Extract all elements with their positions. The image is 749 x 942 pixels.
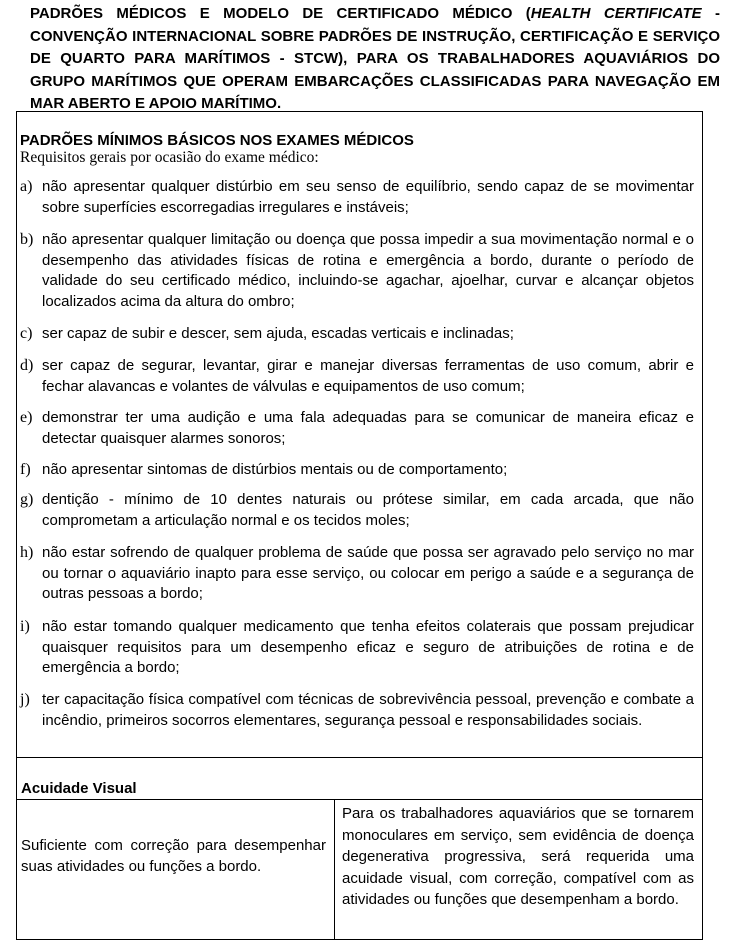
heading-italic: HEALTH CERTIFICATE [530,5,702,22]
item-letter: a) [20,178,33,195]
table-column-divider [334,799,335,940]
item-letter: h) [20,544,34,561]
document-heading [30,3,720,116]
requirement-item-a [20,177,694,218]
item-text: não estar tomando qualquer medicamento que tenha efeitos colaterais que possam prejudicar quaisquer requisitos para um desempenho eficaz e seguro de atribuições de rotina e de emergência a bordo; [42,618,694,677]
requirement-item-b [20,230,694,312]
section-subtitle: Requisitos gerais por ocasião do exame médico: [20,149,319,166]
item-letter: e) [20,409,33,426]
heading-part1: PADRÕES MÉDICOS E MODELO DE CERTIFICADO MÉDICO ( [30,5,531,22]
item-letter: i) [20,618,30,635]
requirement-item-h [20,543,694,605]
table-divider [16,799,703,800]
requirement-item-e [20,408,694,449]
item-letter: d) [20,357,34,374]
heading-part2: - CONVENÇÃO INTERNACIONAL SOBRE PADRÕES DE INSTRUÇÃO, CERTIFICAÇÃO E SERVIÇO DE QUARTO PARA MARÍTIMOS - STCW), PARA OS TRABALHADORES AQUAVIÁRIOS DO GRUPO MARÍTIMOS QUE OPERAM EMBARCAÇÕES CLASSIFICADAS PARA NAVEGAÇÃO EM MAR ABERTO E APOIO MARÍTIMO. [30,5,720,113]
item-text: ter capacitação física compatível com técnicas de sobrevivência pessoal, prevenção e combate a incêndio, primeiros socorros elementares, segurança pessoal e responsabilidades sociais. [42,691,694,729]
requirement-item-f [20,460,694,481]
item-letter: c) [20,325,33,342]
item-letter: f) [20,461,31,478]
item-text: não estar sofrendo de qualquer problema de saúde que possa ser agravado pelo serviço no mar ou tornar o aquaviário inapto para esse serviço, ou colocar em perigo a saúde e a segurança de outras pessoas a bordo; [42,544,694,603]
requirement-item-g [20,490,694,531]
requirement-item-i [20,617,694,679]
section-title: PADRÕES MÍNIMOS BÁSICOS NOS EXAMES MÉDICOS [20,132,414,149]
requirement-item-d [20,356,694,397]
item-text: ser capaz de segurar, levantar, girar e manejar diversas ferramentas de uso comum, abrir e fechar alavancas e volantes de válvulas e equipamentos de uso comum; [42,357,694,395]
item-letter: g) [20,491,34,508]
item-letter: b) [20,231,34,248]
table-divider [16,757,703,758]
item-text: não apresentar sintomas de distúrbios mentais ou de comportamento; [42,461,508,478]
visual-acuity-monocular-note: Para os trabalhadores aquaviários que se tornarem monoculares em serviço, sem evidência de doença degenerativa progressiva, será requerida uma acuidade visual, com correção, compatível com as atividades ou funções que desempenham a bordo. [342,805,694,909]
item-letter: j) [20,691,30,708]
visual-acuity-title: Acuidade Visual [21,780,137,797]
visual-acuity-requirement: Suficiente com correção para desempenhar suas atividades ou funções a bordo. [21,837,326,875]
requirement-item-c [20,324,694,345]
requirement-item-j [20,690,694,731]
item-text: demonstrar ter uma audição e uma fala adequadas para se comunicar de maneira eficaz e detectar quaisquer alarmes sonoros; [42,409,694,447]
item-text: não apresentar qualquer distúrbio em seu senso de equilíbrio, sendo capaz de se movimentar sobre superfícies escorregadias irregulares e instáveis; [42,178,694,216]
item-text: não apresentar qualquer limitação ou doença que possa impedir a sua movimentação normal e o desempenho das atividades físicas de rotina e emergência a bordo, durante o período de validade do seu certificado médico, incluindo-se agachar, ajoelhar, curvar e alcançar objetos localizados acima da altura do ombro; [42,231,694,310]
item-text: ser capaz de subir e descer, sem ajuda, escadas verticais e inclinadas; [42,325,514,342]
item-text: dentição - mínimo de 10 dentes naturais ou prótese similar, em cada arcada, que não comprometam a articulação normal e os tecidos moles; [42,491,694,529]
